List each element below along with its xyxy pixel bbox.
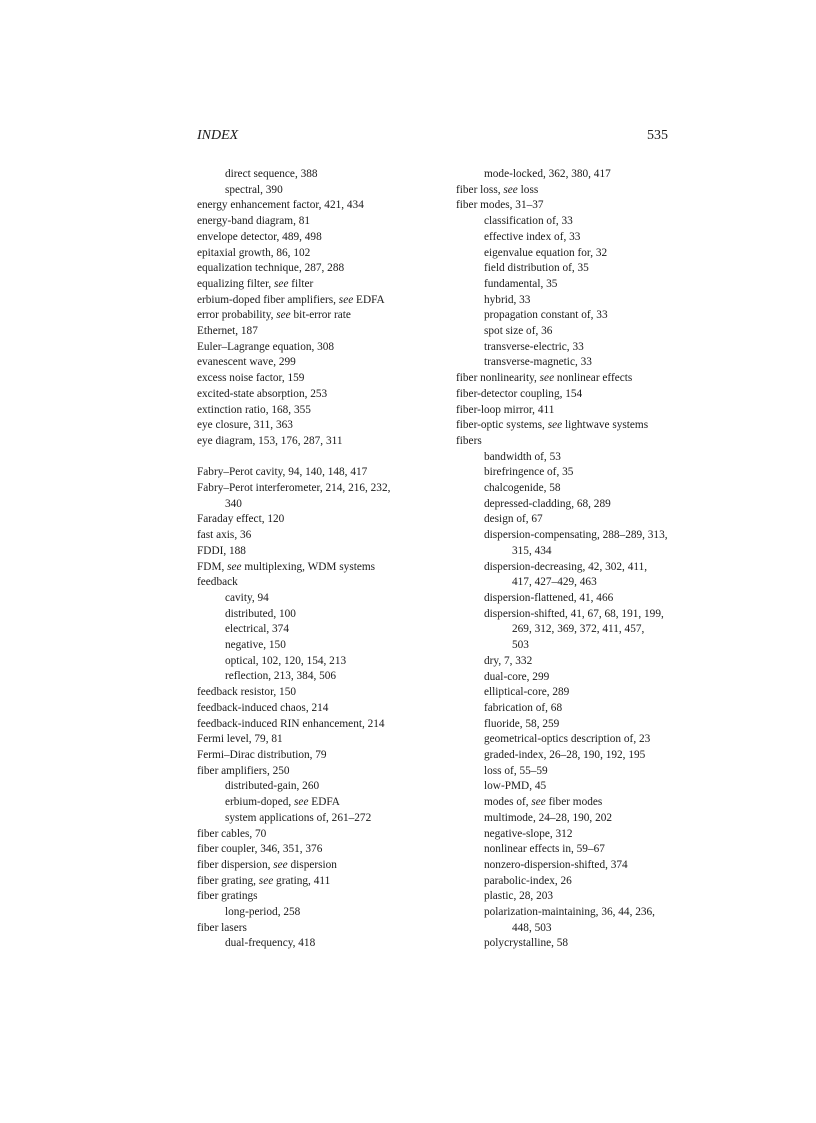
entry-line: optical, 102, 120, 154, 213 — [225, 654, 347, 667]
entry-line: extinction ratio, 168, 355 — [197, 403, 311, 416]
index-entry — [197, 512, 447, 528]
entry-line: excess noise factor, 159 — [197, 372, 305, 385]
see-target: filter — [288, 277, 314, 290]
index-entry — [197, 324, 447, 340]
see-target: bit-error rate — [290, 309, 351, 322]
entry-line: multimode, 24–28, 190, 202 — [484, 811, 613, 824]
see-target: nonlinear effects — [554, 372, 633, 385]
index-subentry — [456, 732, 706, 748]
entry-line: Fermi level, 79, 81 — [197, 733, 283, 746]
entry-term: error probability, — [197, 309, 277, 322]
see-reference: see — [274, 277, 289, 290]
entry-term: erbium-doped, — [225, 796, 295, 809]
index-subentry — [456, 214, 706, 230]
entry-line: fundamental, 35 — [484, 277, 558, 290]
index-section-gap — [197, 450, 447, 466]
entry-line: excited-state absorption, 253 — [197, 387, 328, 400]
index-entry — [456, 198, 706, 214]
index-subentry — [456, 481, 706, 497]
entry-line: effective index of, 33 — [484, 230, 581, 243]
entry-line: eigenvalue equation for, 32 — [484, 246, 608, 259]
index-entry — [197, 842, 447, 858]
entry-line: electrical, 374 — [225, 623, 289, 636]
index-subentry — [456, 779, 706, 795]
entry-line: propagation constant of, 33 — [484, 309, 608, 322]
entry-line: long-period, 258 — [225, 906, 301, 919]
index-subentry — [197, 591, 447, 607]
entry-line: fiber-detector coupling, 154 — [456, 387, 583, 400]
index-subentry — [456, 842, 706, 858]
index-subentry — [197, 936, 447, 952]
entry-term: fiber grating, — [197, 874, 259, 887]
index-subentry — [456, 450, 706, 466]
index-entry — [197, 717, 447, 733]
index-entry — [197, 465, 447, 481]
see-target: dispersion — [287, 858, 337, 871]
index-entry — [197, 921, 447, 937]
index-subentry — [197, 167, 447, 183]
see-reference: see — [227, 560, 242, 573]
see-reference: see — [273, 858, 288, 871]
index-subentry — [456, 905, 706, 936]
index-entry — [197, 575, 447, 591]
index-subentry — [456, 858, 706, 874]
entry-line: cavity, 94 — [225, 591, 269, 604]
index-subentry — [197, 795, 447, 811]
index-subentry — [456, 936, 706, 952]
entry-term: modes of, — [484, 796, 532, 809]
see-target: multiplexing, WDM systems — [241, 560, 376, 573]
entry-line: birefringence of, 35 — [484, 466, 574, 479]
see-target: EDFA — [308, 796, 340, 809]
entry-line: polarization-maintaining, 36, 44, 236, — [484, 906, 655, 919]
index-subentry — [456, 528, 706, 559]
entry-line: reflection, 213, 384, 506 — [225, 670, 337, 683]
see-reference: see — [539, 372, 555, 385]
see-reference: see — [547, 419, 563, 432]
index-entry — [197, 230, 447, 246]
entry-line: FDDI, 188 — [197, 544, 246, 557]
entry-line: envelope detector, 489, 498 — [197, 230, 322, 243]
entry-line: classification of, 33 — [484, 215, 573, 228]
see-target: lightwave systems — [562, 419, 649, 432]
index-entry — [197, 214, 447, 230]
entry-continuation: 269, 312, 369, 372, 411, 457, — [512, 623, 645, 636]
index-entry — [197, 544, 447, 560]
index-subentry — [456, 497, 706, 513]
index-subentry — [197, 622, 447, 638]
index-subentry — [197, 811, 447, 827]
entry-line: chalcogenide, 58 — [484, 482, 561, 495]
index-entry — [197, 198, 447, 214]
entry-term: equalizing filter, — [197, 277, 275, 290]
entry-line: low-PMD, 45 — [484, 780, 547, 793]
index-subentry — [456, 308, 706, 324]
entry-line: Euler–Lagrange equation, 308 — [197, 340, 335, 353]
index-entry — [197, 858, 447, 874]
index-entry — [456, 403, 706, 419]
index-subentry — [197, 654, 447, 670]
entry-line: polycrystalline, 58 — [484, 937, 569, 950]
index-entry — [456, 434, 706, 450]
index-subentry — [456, 795, 706, 811]
index-subentry — [456, 560, 706, 591]
entry-line: plastic, 28, 203 — [484, 890, 554, 903]
entry-line: dispersion-decreasing, 42, 302, 411, — [484, 560, 648, 573]
index-entry — [197, 434, 447, 450]
entry-line: dispersion-compensating, 288–289, 313, — [484, 529, 668, 542]
index-entry — [197, 277, 447, 293]
index-subentry — [456, 874, 706, 890]
index-subentry — [456, 607, 706, 654]
index-entry — [197, 246, 447, 262]
index-entry — [197, 889, 447, 905]
index-entry — [197, 481, 447, 512]
see-target: loss — [517, 183, 539, 196]
index-subentry — [456, 764, 706, 780]
entry-line: Fabry–Perot cavity, 94, 140, 148, 417 — [197, 466, 368, 479]
entry-line: negative, 150 — [225, 639, 286, 652]
entry-line: hybrid, 33 — [484, 293, 531, 306]
index-subentry — [456, 889, 706, 905]
entry-line: fabrication of, 68 — [484, 701, 563, 714]
index-subentry — [456, 277, 706, 293]
index-subentry — [456, 811, 706, 827]
entry-term: fiber nonlinearity, — [456, 372, 540, 385]
entry-line: Faraday effect, 120 — [197, 513, 285, 526]
entry-line: dual-core, 299 — [484, 670, 550, 683]
entry-line: depressed-cladding, 68, 289 — [484, 497, 611, 510]
entry-line: graded-index, 26–28, 190, 192, 195 — [484, 749, 646, 762]
index-subentry — [456, 512, 706, 528]
index-subentry — [456, 654, 706, 670]
entry-line: dispersion-shifted, 41, 67, 68, 191, 199, — [484, 607, 664, 620]
see-reference: see — [338, 293, 354, 306]
index-column-right — [456, 167, 706, 952]
entry-line: Ethernet, 187 — [197, 325, 258, 338]
entry-line: distributed, 100 — [225, 607, 296, 620]
index-entry — [197, 371, 447, 387]
entry-line: fiber gratings — [197, 890, 258, 903]
entry-line: Fermi–Dirac distribution, 79 — [197, 749, 327, 761]
index-entry — [197, 685, 447, 701]
entry-line: fast axis, 36 — [197, 529, 252, 542]
entry-continuation: 503 — [512, 639, 529, 652]
page-number: 535 — [647, 128, 668, 143]
entry-line: dual-frequency, 418 — [225, 937, 316, 950]
entry-continuation: 315, 434 — [512, 544, 552, 557]
entry-term: fiber dispersion, — [197, 858, 274, 871]
index-entry — [197, 403, 447, 419]
see-target: grating, 411 — [273, 874, 331, 887]
entry-line: eye closure, 311, 363 — [197, 419, 293, 432]
entry-term: erbium-doped fiber amplifiers, — [197, 293, 339, 306]
entry-line: feedback — [197, 576, 238, 589]
index-subentry — [197, 779, 447, 795]
index-subentry — [197, 669, 447, 685]
index-entry — [197, 340, 447, 356]
index-entry — [197, 764, 447, 780]
entry-line: transverse-magnetic, 33 — [484, 356, 592, 369]
entry-line: nonzero-dispersion-shifted, 374 — [484, 858, 628, 871]
index-subentry — [456, 465, 706, 481]
entry-line: fiber coupler, 346, 351, 376 — [197, 843, 323, 856]
entry-line: elliptical-core, 289 — [484, 686, 570, 699]
entry-line: feedback-induced RIN enhancement, 214 — [197, 717, 385, 730]
index-column-left — [197, 167, 447, 952]
index-subentry — [197, 638, 447, 654]
index-entry — [197, 732, 447, 748]
index-subentry — [456, 670, 706, 686]
index-subentry — [456, 293, 706, 309]
entry-line: loss of, 55–59 — [484, 764, 548, 777]
entry-line: dry, 7, 332 — [484, 654, 533, 667]
index-subentry — [197, 905, 447, 921]
index-subentry — [456, 717, 706, 733]
entry-line: eye diagram, 153, 176, 287, 311 — [197, 434, 343, 447]
entry-line: fiber lasers — [197, 921, 247, 934]
entry-line: Fabry–Perot interferometer, 214, 216, 232, — [197, 482, 391, 495]
index-entry — [197, 748, 447, 764]
see-reference: see — [258, 874, 274, 887]
index-subentry — [456, 324, 706, 340]
entry-line: field distribution of, 35 — [484, 262, 589, 275]
index-subentry — [456, 230, 706, 246]
see-reference: see — [531, 796, 546, 809]
entry-line: mode-locked, 362, 380, 417 — [484, 168, 611, 180]
index-subentry — [197, 607, 447, 623]
entry-line: feedback resistor, 150 — [197, 686, 296, 699]
entry-line: energy enhancement factor, 421, 434 — [197, 199, 364, 212]
index-subentry — [456, 827, 706, 843]
see-reference: see — [503, 183, 518, 196]
entry-line: negative-slope, 312 — [484, 827, 573, 840]
running-header-title: INDEX — [197, 128, 239, 143]
index-subentry — [456, 591, 706, 607]
entry-term: FDM, — [197, 560, 228, 573]
see-target: EDFA — [353, 293, 385, 306]
entry-line: parabolic-index, 26 — [484, 874, 572, 887]
index-entry — [197, 293, 447, 309]
index-entry — [456, 387, 706, 403]
entry-line: distributed-gain, 260 — [225, 780, 320, 793]
entry-line: fibers — [456, 434, 482, 447]
see-reference: see — [294, 796, 309, 809]
entry-line: fiber amplifiers, 250 — [197, 764, 290, 777]
index-subentry — [456, 355, 706, 371]
entry-line: nonlinear effects in, 59–67 — [484, 843, 605, 856]
entry-line: equalization technique, 287, 288 — [197, 262, 345, 275]
entry-line: spectral, 390 — [225, 183, 283, 196]
see-reference: see — [276, 309, 291, 322]
entry-line: transverse-electric, 33 — [484, 340, 584, 353]
entry-line: fluoride, 58, 259 — [484, 717, 560, 730]
entry-line: fiber cables, 70 — [197, 827, 267, 840]
entry-line: evanescent wave, 299 — [197, 356, 296, 369]
entry-line: direct sequence, 388 — [225, 168, 318, 180]
index-entry — [197, 308, 447, 324]
index-entry — [456, 418, 706, 434]
entry-line: epitaxial growth, 86, 102 — [197, 246, 311, 259]
index-subentry — [197, 183, 447, 199]
index-entry — [456, 183, 706, 199]
entry-line: design of, 67 — [484, 513, 543, 526]
index-subentry — [456, 167, 706, 183]
index-entry — [197, 355, 447, 371]
entry-term: fiber-optic systems, — [456, 419, 548, 432]
index-entry — [197, 701, 447, 717]
index-subentry — [456, 701, 706, 717]
entry-line: energy-band diagram, 81 — [197, 215, 311, 228]
index-entry — [456, 371, 706, 387]
index-subentry — [456, 340, 706, 356]
index-subentry — [456, 261, 706, 277]
index-entry — [197, 560, 447, 576]
entry-continuation: 448, 503 — [512, 921, 552, 934]
entry-line: spot size of, 36 — [484, 325, 553, 338]
entry-line: feedback-induced chaos, 214 — [197, 701, 329, 714]
entry-line: fiber modes, 31–37 — [456, 199, 544, 212]
index-entry — [197, 827, 447, 843]
entry-term: fiber loss, — [456, 183, 504, 196]
entry-line: dispersion-flattened, 41, 466 — [484, 591, 614, 604]
index-entry — [197, 261, 447, 277]
index-subentry — [456, 685, 706, 701]
entry-continuation: 417, 427–429, 463 — [512, 576, 597, 589]
entry-line: fiber-loop mirror, 411 — [456, 403, 555, 416]
entry-line: bandwidth of, 53 — [484, 450, 561, 463]
entry-line: geometrical-optics description of, 23 — [484, 733, 651, 746]
index-entry — [197, 418, 447, 434]
entry-line: system applications of, 261–272 — [225, 811, 372, 824]
index-subentry — [456, 748, 706, 764]
index-entry — [197, 387, 447, 403]
index-entry — [197, 874, 447, 890]
index-subentry — [456, 246, 706, 262]
entry-continuation: 340 — [225, 497, 242, 510]
index-entry — [197, 528, 447, 544]
see-target: fiber modes — [545, 796, 603, 809]
